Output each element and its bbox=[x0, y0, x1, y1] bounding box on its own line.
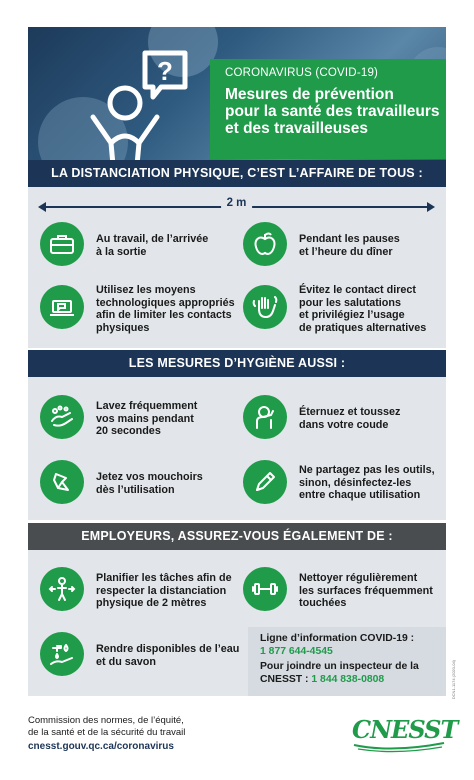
person-question-icon bbox=[73, 45, 203, 165]
arrow-left-icon bbox=[38, 202, 46, 212]
item-text: de pratiques alternatives bbox=[299, 321, 427, 334]
dumbbell-icon bbox=[243, 567, 287, 611]
sneeze-elbow-icon bbox=[243, 395, 287, 439]
footer-org-line: de la santé et de la sécurité du travail bbox=[28, 727, 186, 738]
briefcase-icon bbox=[40, 222, 84, 266]
list-item bbox=[243, 222, 400, 266]
title-line: et des travailleuses bbox=[225, 120, 369, 137]
item-text: physiques bbox=[96, 321, 150, 334]
list-item bbox=[40, 632, 239, 676]
info-line bbox=[260, 674, 446, 687]
item-text: pour les salutations bbox=[299, 296, 401, 309]
item-text: Utilisez les moyens bbox=[96, 284, 196, 296]
list-item bbox=[40, 222, 208, 266]
pen-icon bbox=[243, 460, 287, 504]
hero-banner bbox=[28, 27, 446, 165]
logo-text: CNESST bbox=[352, 715, 458, 744]
item-text: afin de limiter les contacts bbox=[96, 309, 232, 322]
list-item bbox=[243, 460, 435, 504]
distance-label: 2 m bbox=[221, 197, 253, 209]
item-text: dès l’utilisation bbox=[96, 483, 175, 496]
title-line: Mesures de prévention bbox=[225, 86, 394, 103]
wash-hands-icon bbox=[40, 395, 84, 439]
item-text: entre chaque utilisation bbox=[299, 489, 421, 502]
laptop-chat-icon bbox=[40, 285, 84, 329]
title-line: pour la santé des travailleurs bbox=[225, 103, 440, 120]
item-text: Éternuez et toussez bbox=[299, 406, 401, 418]
item-text: et l’heure du dîner bbox=[299, 245, 393, 258]
section-title-hygiene: LES MESURES D’HYGIÈNE AUSSI : bbox=[28, 350, 446, 377]
item-text: Jetez vos mouchoirs bbox=[96, 471, 203, 483]
footer bbox=[28, 715, 185, 753]
info-box bbox=[248, 627, 446, 696]
item-text: Rendre disponibles de l’eau bbox=[96, 643, 240, 655]
apple-icon bbox=[243, 222, 287, 266]
item-text: dans votre coude bbox=[299, 418, 389, 431]
arrow-right-icon bbox=[427, 202, 435, 212]
tissue-icon bbox=[40, 460, 84, 504]
title-kicker: CORONAVIRUS (COVID-19) bbox=[225, 67, 379, 79]
item-text: technologiques appropriés bbox=[96, 296, 235, 309]
info-prefix: CNESST : bbox=[260, 673, 312, 685]
water-soap-icon bbox=[40, 632, 84, 676]
item-text: physique de 2 mètres bbox=[96, 597, 207, 610]
item-text: respecter la distanciation bbox=[96, 584, 227, 597]
item-text: et privilégiez l’usage bbox=[299, 309, 405, 322]
footer-org-line: Commission des normes, de l’équité, bbox=[28, 715, 184, 726]
item-text: 20 secondes bbox=[96, 425, 161, 438]
page-title bbox=[225, 86, 444, 137]
list-item bbox=[40, 395, 197, 439]
svg-text:?: ? bbox=[157, 56, 173, 86]
item-text: Nettoyer régulièrement bbox=[299, 572, 418, 584]
list-item bbox=[243, 285, 426, 334]
item-text: sinon, désinfectez-les bbox=[299, 476, 412, 489]
distance-person-icon bbox=[40, 567, 84, 611]
section-title-employers: EMPLOYEURS, ASSUREZ-VOUS ÉGALEMENT DE : bbox=[28, 523, 446, 550]
info-phone-link[interactable]: 1 877 644-4545 bbox=[260, 645, 333, 657]
logo-swoosh-icon bbox=[352, 741, 446, 753]
item-text: Au travail, de l’arrivée bbox=[96, 233, 209, 245]
list-item bbox=[40, 460, 203, 504]
item-text: et du savon bbox=[96, 655, 156, 668]
item-text: vos mains pendant bbox=[96, 412, 194, 425]
wave-hand-icon bbox=[243, 285, 287, 329]
item-text: Lavez fréquemment bbox=[96, 400, 198, 412]
item-text: Ne partagez pas les outils, bbox=[299, 464, 435, 476]
item-text: Évitez le contact direct bbox=[299, 284, 417, 296]
distance-indicator bbox=[40, 197, 433, 214]
document-code: DCN1-1174 (2020-04) bbox=[451, 660, 456, 700]
cnesst-logo bbox=[352, 713, 458, 753]
item-text: Planifier les tâches afin de bbox=[96, 572, 232, 584]
info-line: Pour joindre un inspecteur de la bbox=[260, 661, 419, 672]
list-item bbox=[40, 285, 235, 334]
item-text: touchées bbox=[299, 597, 347, 610]
item-text: les surfaces fréquemment bbox=[299, 584, 433, 597]
item-text: à la sortie bbox=[96, 245, 147, 258]
info-line: Ligne d’information COVID-19 : bbox=[260, 633, 415, 644]
item-text: Pendant les pauses bbox=[299, 233, 400, 245]
list-item bbox=[40, 567, 232, 611]
footer-url-link[interactable]: cnesst.gouv.qc.ca/coronavirus bbox=[28, 741, 174, 752]
section-title-distancing: LA DISTANCIATION PHYSIQUE, C’EST L’AFFAIRE DE TOUS : bbox=[28, 160, 446, 187]
list-item bbox=[243, 395, 400, 439]
title-box bbox=[210, 59, 446, 159]
inspector-phone-link[interactable]: 1 844 838-0808 bbox=[311, 673, 385, 685]
list-item bbox=[243, 567, 433, 611]
